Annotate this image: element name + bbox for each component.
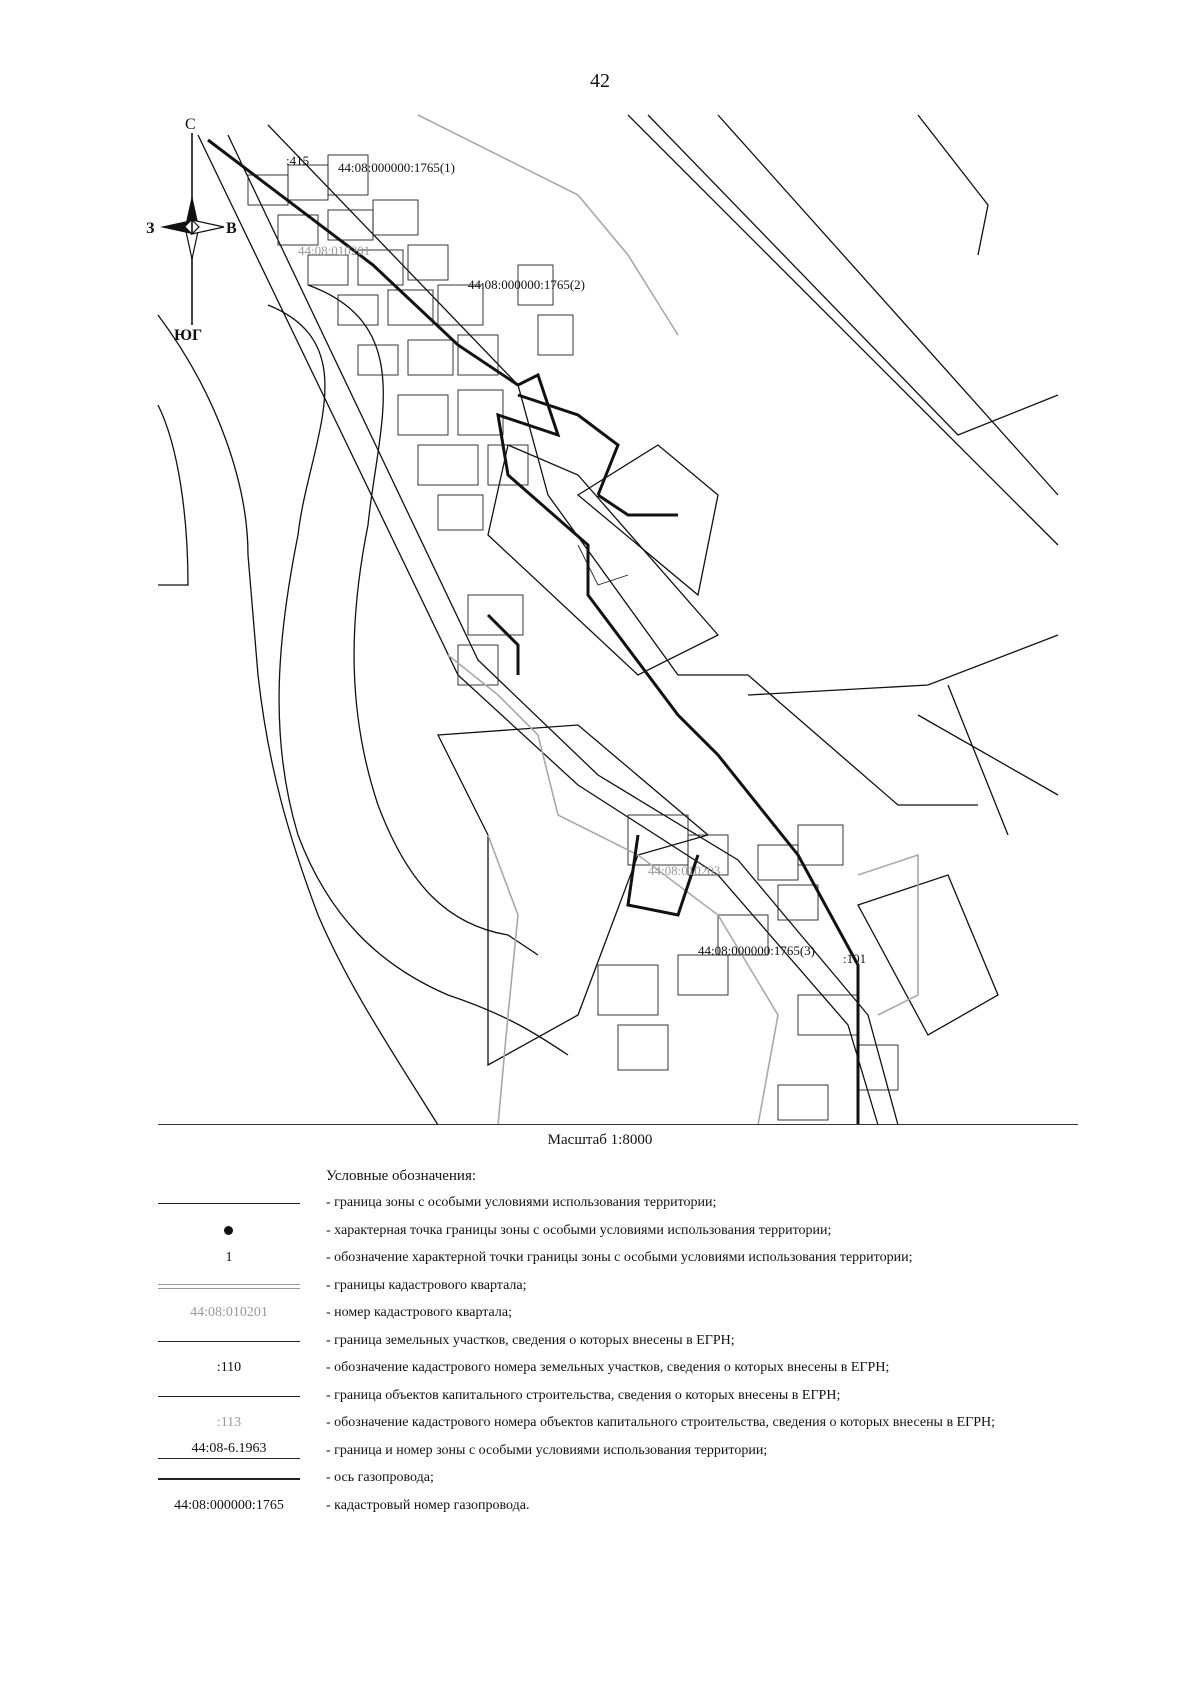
quarter-boundary-3 bbox=[488, 835, 518, 1125]
legend-desc: - обозначение характерной точки границы зоны с особыми условиями использования территории; bbox=[326, 1250, 913, 1265]
legend-symbol-label: 44:08-6.1963 bbox=[158, 1441, 300, 1459]
legend-symbol-parcel-boundary bbox=[158, 1328, 300, 1356]
road-east-2 bbox=[918, 715, 1058, 795]
field-3 bbox=[578, 445, 718, 595]
legend-symbol-label: :110 bbox=[216, 1360, 242, 1375]
legend-row bbox=[158, 1218, 1088, 1246]
legend-symbol-label: 44:08:000000:1765 bbox=[174, 1497, 284, 1513]
legend-desc: - граница и номер зоны с особыми условиями использования территории; bbox=[326, 1442, 768, 1458]
legend-desc: - границы кадастрового квартала; bbox=[326, 1277, 527, 1293]
legend-desc: - обозначение кадастрового номера земельных участков, сведения о которых внесены в ЕГРН; bbox=[326, 1360, 890, 1375]
legend-symbol-pipeline-number bbox=[158, 1493, 300, 1521]
legend-row bbox=[158, 1273, 1088, 1301]
legend-symbol-zone-boundary bbox=[158, 1190, 300, 1218]
legend-symbol-label: 44:08:010201 bbox=[190, 1305, 268, 1320]
legend-row bbox=[158, 1410, 1088, 1438]
river-bank-west-inner bbox=[158, 405, 188, 585]
legend-symbol-label: :113 bbox=[216, 1415, 242, 1430]
parcel-label-a: :415 bbox=[286, 153, 310, 168]
compass-south-label: ЮГ bbox=[174, 327, 203, 344]
legend-desc: - характерная точка границы зоны с особыми условиями использования территории; bbox=[326, 1222, 832, 1238]
page-number: 42 bbox=[590, 70, 610, 92]
road-east bbox=[748, 635, 1058, 695]
street-edge-3 bbox=[268, 125, 978, 805]
gas-label-1: 44:08:000000:1765(1) bbox=[338, 160, 455, 175]
gas-label-2: 44:08:000000:1765(2) bbox=[468, 277, 585, 292]
legend-row bbox=[158, 1383, 1088, 1411]
quarter-boundary-2 bbox=[448, 655, 778, 1125]
map-scale: Масштаб 1:8000 bbox=[547, 1132, 653, 1148]
legend-symbol-building-boundary bbox=[158, 1383, 300, 1411]
legend-row bbox=[158, 1328, 1088, 1356]
compass-east-label: В bbox=[226, 220, 237, 237]
river-edge-right bbox=[308, 285, 538, 955]
compass-north-label: С bbox=[185, 116, 196, 133]
legend-desc: - кадастровый номер газопровода. bbox=[326, 1497, 530, 1513]
legend-symbol-parcel-number bbox=[158, 1355, 300, 1383]
legend-symbol-building-number bbox=[158, 1410, 300, 1438]
legend-symbol-quarter-number bbox=[158, 1300, 300, 1328]
legend-row bbox=[158, 1465, 1088, 1493]
legend-row bbox=[158, 1355, 1088, 1383]
legend-row bbox=[158, 1300, 1088, 1328]
legend-desc: - граница зоны с особыми условиями использования территории; bbox=[326, 1195, 717, 1210]
compass-west-label: З bbox=[146, 220, 155, 237]
legend-row bbox=[158, 1438, 1088, 1466]
legend-row bbox=[158, 1245, 1088, 1273]
river-edge-left bbox=[268, 305, 568, 1055]
field-4 bbox=[858, 875, 998, 1035]
legend-symbol-quarter-boundary bbox=[158, 1273, 300, 1301]
legend bbox=[158, 1190, 1088, 1520]
cadastral-map bbox=[146, 115, 1078, 1125]
road-east-3 bbox=[948, 685, 1008, 835]
legend-desc: - граница объектов капитального строительства, сведения о которых внесены в ЕГРН; bbox=[326, 1387, 841, 1403]
parcel-label-b: :101 bbox=[843, 951, 867, 966]
legend-title: Условные обозначения: bbox=[326, 1168, 477, 1184]
river-east-3 bbox=[918, 115, 988, 255]
legend-symbol-zone-number bbox=[158, 1438, 300, 1466]
quarter-label-mid: 44:08:010203 bbox=[648, 863, 721, 878]
legend-desc: - ось газопровода; bbox=[326, 1470, 434, 1485]
quarter-label-top: 44:08:010201 bbox=[298, 243, 371, 258]
legend-symbol-pipeline-axis bbox=[158, 1465, 300, 1493]
legend-row bbox=[158, 1190, 1088, 1218]
legend-row bbox=[158, 1493, 1088, 1521]
map-drawing bbox=[146, 115, 1078, 1125]
quarter-boundary-1 bbox=[418, 115, 678, 335]
point-dot-icon bbox=[224, 1226, 233, 1235]
river-east-2 bbox=[648, 115, 1058, 435]
gas-label-3: 44:08:000000:1765(3) bbox=[698, 943, 815, 958]
legend-symbol-point bbox=[158, 1218, 300, 1246]
map-frame-bottom bbox=[158, 1124, 1078, 1125]
legend-desc: - граница земельных участков, сведения о которых внесены в ЕГРН; bbox=[326, 1332, 735, 1348]
field-1 bbox=[438, 725, 708, 1065]
river-east-4 bbox=[718, 115, 1058, 495]
legend-desc: - обозначение кадастрового номера объектов капитального строительства, сведения о которых внесены в ЕГРН; bbox=[326, 1415, 996, 1430]
legend-symbol-label: 1 bbox=[225, 1250, 233, 1265]
gas-pipeline-branch-1 bbox=[518, 395, 618, 495]
river-bank-west bbox=[158, 315, 438, 1125]
quarter-boundary-4 bbox=[858, 855, 918, 1015]
legend-symbol-point-number bbox=[158, 1245, 300, 1273]
legend-desc: - номер кадастрового квартала; bbox=[326, 1305, 512, 1320]
river-east-1 bbox=[628, 115, 1058, 545]
